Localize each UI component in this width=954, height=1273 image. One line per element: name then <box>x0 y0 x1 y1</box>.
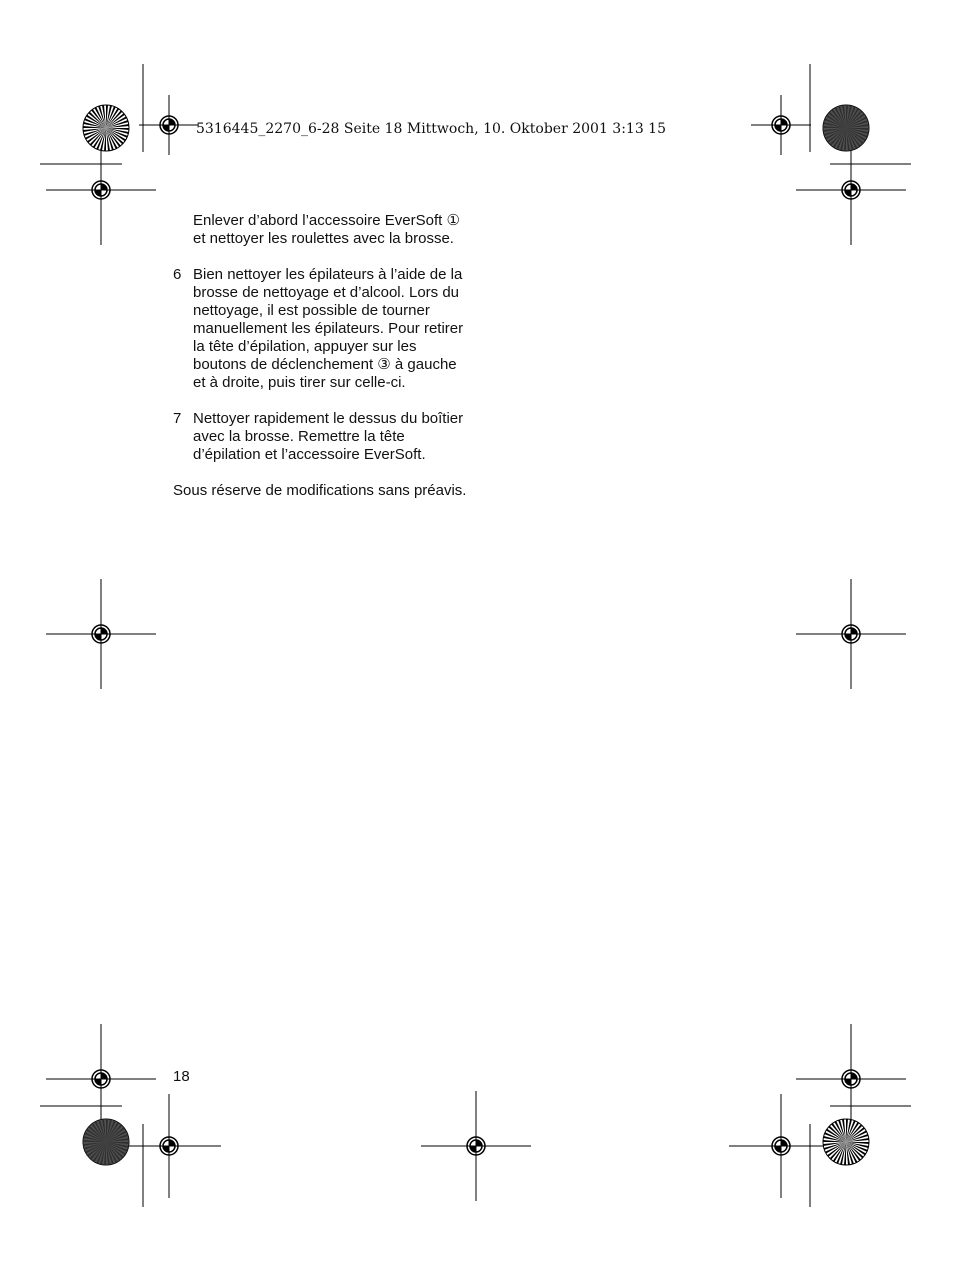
page-number: 18 <box>173 1068 190 1085</box>
registration-mark-icon <box>46 135 156 245</box>
step-number: 7 <box>173 410 182 427</box>
starburst-target-icon <box>823 1119 869 1165</box>
registration-mark-icon <box>117 1094 221 1198</box>
starburst-target-icon <box>823 105 869 151</box>
step-6 <box>173 266 473 392</box>
registration-mark-icon <box>729 1094 833 1198</box>
disclaimer: Sous réserve de modifications sans préavis. <box>173 482 467 499</box>
step-7 <box>173 410 473 464</box>
registration-mark-icon <box>139 95 199 155</box>
registration-mark-icon <box>796 1024 906 1134</box>
registration-mark-icon <box>796 135 906 245</box>
registration-mark-icon <box>421 1091 531 1201</box>
document-body <box>173 212 473 518</box>
intro-paragraph: Enlever d’abord l’accessoire EverSoft ① et nettoyer les roulettes avec la brosse. <box>193 212 460 247</box>
registration-mark-icon <box>46 579 156 689</box>
step-number: 6 <box>173 266 182 283</box>
print-slug: 5316445_2270_6-28 Seite 18 Mittwoch, 10. Oktober 2001 3:13 15 <box>196 121 666 137</box>
registration-mark-icon <box>751 95 811 155</box>
crop-lines <box>40 64 911 1207</box>
registration-mark-icon <box>46 1024 156 1134</box>
step-text: Nettoyer rapidement le dessus du boîtier avec la brosse. Remettre la tête d’épilation et l’accessoire EverSoft. <box>193 410 464 463</box>
starburst-target-icon <box>83 1119 129 1165</box>
starburst-target-icon <box>83 105 129 151</box>
registration-mark-icon <box>796 579 906 689</box>
step-text: Bien nettoyer les épilateurs à l’aide de la brosse de nettoyage et d’alcool. Lors du nettoyage, il est possible de tourner manuellement les épilateurs. Pour retirer la tête d’épilation, appuyer sur les boutons de déclenchement ③ à gauche et à droite, puis tirer sur celle-ci. <box>193 266 464 391</box>
